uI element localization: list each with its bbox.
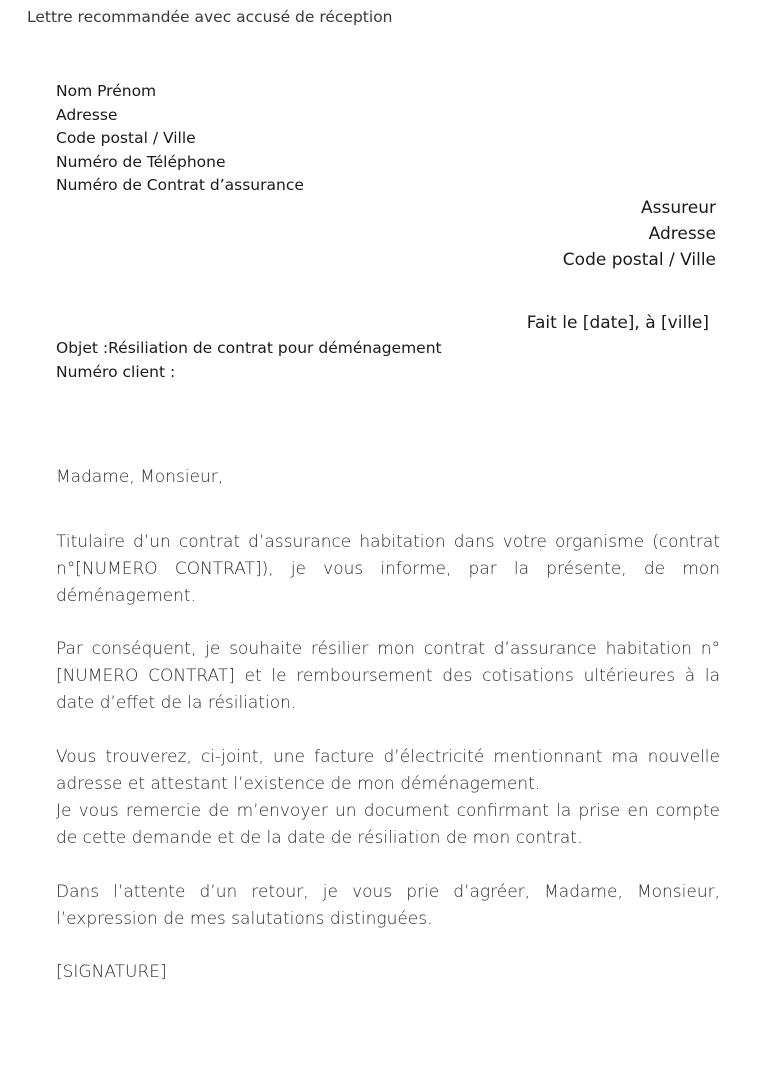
sender-postal-city: Code postal / Ville <box>56 129 196 148</box>
paragraph-4-text: Dans l’attente d’un retour, je vous prie d’agréer, Madame, Monsieur, l’expression de mes salutations distinguées. <box>56 882 720 929</box>
paragraph-2-text: Par conséquent, je souhaite résilier mon contrat d’assurance habitation n° [NUMERO CONTRAT] et le remboursement des cotisations ultérieures à la date d’effet de la résiliation. <box>56 639 720 713</box>
registered-mail-note: Lettre recommandée avec accusé de réception <box>27 8 393 26</box>
paragraph-3 <box>56 744 720 852</box>
paragraph-3b-text: Je vous remercie de m’envoyer un document confirmant la prise en compte de cette demande et de la date de résiliation de mon contrat. <box>56 801 720 848</box>
signature-block <box>56 959 720 986</box>
sender-block <box>56 80 304 198</box>
sender-name: Nom Prénom <box>56 82 157 100</box>
paragraph-4 <box>56 879 720 933</box>
paragraph-2 <box>56 636 720 717</box>
recipient-block <box>563 195 716 273</box>
recipient-postal-city: Code postal / Ville <box>562 250 716 270</box>
sender-phone: Numéro de Téléphone <box>56 152 226 171</box>
subject-line: Objet :Résiliation de contrat pour déménagement <box>56 339 442 357</box>
recipient-name: Assureur <box>641 198 716 218</box>
client-number-line: Numéro client : <box>56 362 176 381</box>
recipient-address: Adresse <box>648 224 716 244</box>
paragraph-3a-text: Vous trouverez, ci-joint, une facture d’électricité mentionnant ma nouvelle adresse et attestant l’existence de mon déménagement. <box>56 747 720 794</box>
paragraph-1-text: Titulaire d’un contrat d’assurance habitation dans votre organisme (contrat n°[NUMERO CONTRAT]), je vous informe, par la présente, de mon déménagement. <box>56 532 720 606</box>
subject-block <box>56 337 442 384</box>
date-place-line: Fait le [date], à [ville] <box>526 313 709 333</box>
sender-address: Adresse <box>56 105 118 124</box>
signature-placeholder: [SIGNATURE] <box>56 962 167 982</box>
sender-contract-number: Numéro de Contrat d’assurance <box>56 176 304 195</box>
salutation <box>56 464 720 491</box>
paragraph-1 <box>56 529 720 610</box>
salutation-text: Madame, Monsieur, <box>56 467 224 487</box>
